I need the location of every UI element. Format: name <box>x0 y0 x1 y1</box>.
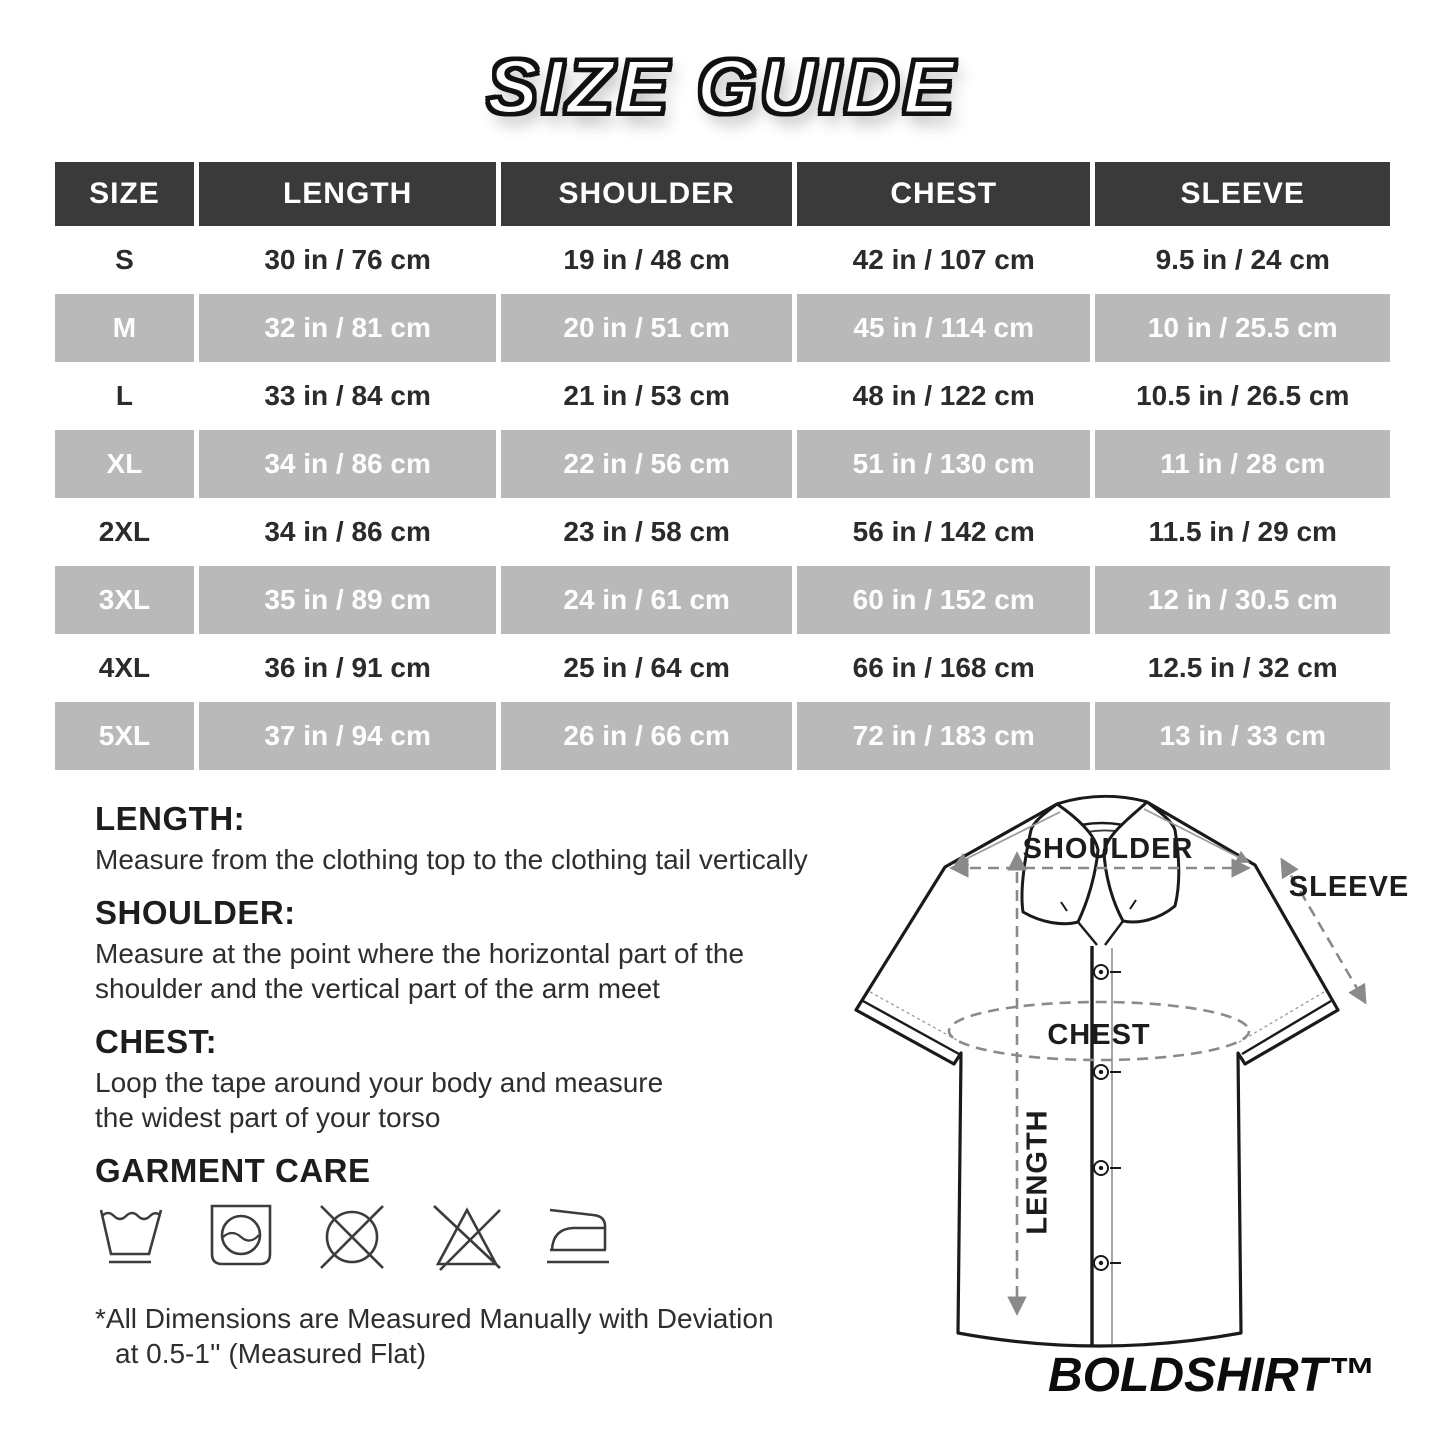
care-icons-row <box>97 1202 925 1272</box>
table-cell: XL <box>55 430 194 498</box>
table-cell: 11.5 in / 29 cm <box>1095 498 1390 566</box>
measurement-instructions <box>95 800 925 1371</box>
table-header-cell: SLEEVE <box>1095 162 1390 226</box>
size-table <box>55 162 1390 770</box>
shirt-measurement-diagram <box>830 772 1430 1372</box>
length-label: LENGTH <box>1021 1109 1054 1235</box>
measurement-disclaimer <box>95 1302 925 1371</box>
chest-heading: CHEST: <box>95 1023 218 1061</box>
shoulder-label: SHOULDER <box>1022 833 1194 865</box>
table-cell: 22 in / 56 cm <box>501 430 792 498</box>
length-heading: LENGTH: <box>95 800 246 837</box>
table-cell: 4XL <box>55 634 194 702</box>
table-cell: 10 in / 25.5 cm <box>1095 294 1390 362</box>
table-cell: 25 in / 64 cm <box>501 634 792 702</box>
table-cell: 60 in / 152 cm <box>797 566 1091 634</box>
table-cell: 12 in / 30.5 cm <box>1095 566 1390 634</box>
chest-description: the widest part of your torso <box>95 1101 441 1133</box>
sleeve-label: SLEEVE <box>1288 871 1410 903</box>
machine-wash-icon <box>208 1202 274 1272</box>
chest-section <box>95 1023 925 1135</box>
disclaimer-line: *All Dimensions are Measured Manually with Deviation <box>95 1303 774 1335</box>
length-section <box>95 800 925 877</box>
chest-label: CHEST <box>1047 1019 1151 1051</box>
table-header-cell: CHEST <box>797 162 1091 226</box>
shoulder-section <box>95 894 925 1006</box>
shoulder-heading: SHOULDER: <box>95 894 296 932</box>
table-cell: 3XL <box>55 566 194 634</box>
no-bleach-icon <box>430 1202 504 1272</box>
table-cell: 11 in / 28 cm <box>1095 430 1390 498</box>
table-header-cell: SIZE <box>55 162 194 226</box>
table-cell: 23 in / 58 cm <box>501 498 792 566</box>
shoulder-description: shoulder and the vertical part of the arm meet <box>95 972 660 1004</box>
garment-care-section <box>95 1152 925 1272</box>
table-cell: S <box>55 226 194 294</box>
wash-mild-icon <box>97 1202 167 1272</box>
table-cell: 32 in / 81 cm <box>199 294 496 362</box>
shoulder-description: Measure at the point where the horizontal part of the <box>95 938 745 970</box>
page-title: SIZE GUIDE <box>487 45 958 130</box>
chest-description: Loop the tape around your body and measure <box>95 1067 664 1099</box>
table-cell: 19 in / 48 cm <box>501 226 792 294</box>
table-cell: 36 in / 91 cm <box>199 634 496 702</box>
length-description: Measure from the clothing top to the clothing tail vertically <box>95 844 808 875</box>
table-cell: 13 in / 33 cm <box>1095 702 1390 770</box>
iron-icon <box>545 1202 615 1272</box>
table-cell: 72 in / 183 cm <box>797 702 1091 770</box>
table-cell: 9.5 in / 24 cm <box>1095 226 1390 294</box>
no-dry-clean-icon <box>315 1202 389 1272</box>
table-cell: 26 in / 66 cm <box>501 702 792 770</box>
table-cell: L <box>55 362 194 430</box>
table-header-cell: SHOULDER <box>501 162 792 226</box>
table-cell: 20 in / 51 cm <box>501 294 792 362</box>
garment-care-heading: GARMENT CARE <box>95 1152 371 1190</box>
table-cell: 45 in / 114 cm <box>797 294 1091 362</box>
table-cell: 48 in / 122 cm <box>797 362 1091 430</box>
table-cell: 21 in / 53 cm <box>501 362 792 430</box>
table-cell: 56 in / 142 cm <box>797 498 1091 566</box>
table-cell: 35 in / 89 cm <box>199 566 496 634</box>
table-cell: 66 in / 168 cm <box>797 634 1091 702</box>
table-cell: 24 in / 61 cm <box>501 566 792 634</box>
table-cell: 2XL <box>55 498 194 566</box>
table-cell: M <box>55 294 194 362</box>
table-cell: 10.5 in / 26.5 cm <box>1095 362 1390 430</box>
disclaimer-line: at 0.5-1'' (Measured Flat) <box>115 1337 427 1369</box>
table-cell: 34 in / 86 cm <box>199 498 496 566</box>
brand-logo: BOLDSHIRT™ <box>1048 1349 1376 1402</box>
table-cell: 5XL <box>55 702 194 770</box>
table-cell: 51 in / 130 cm <box>797 430 1091 498</box>
table-header-cell: LENGTH <box>199 162 496 226</box>
table-cell: 30 in / 76 cm <box>199 226 496 294</box>
table-cell: 34 in / 86 cm <box>199 430 496 498</box>
table-cell: 12.5 in / 32 cm <box>1095 634 1390 702</box>
table-cell: 42 in / 107 cm <box>797 226 1091 294</box>
table-cell: 37 in / 94 cm <box>199 702 496 770</box>
table-cell: 33 in / 84 cm <box>199 362 496 430</box>
